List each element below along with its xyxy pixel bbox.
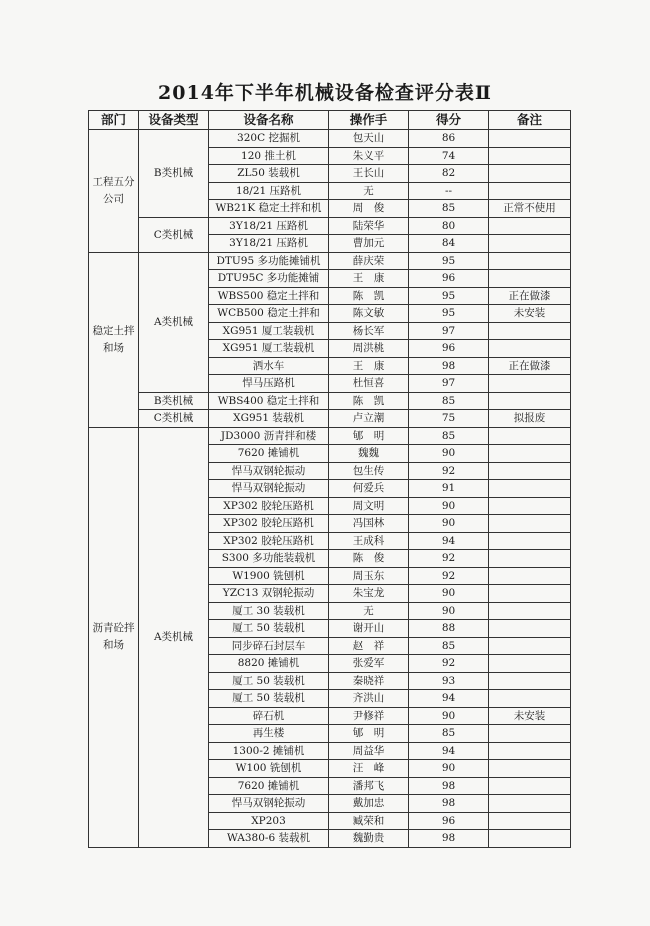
equipment-name-cell: 悍马双钢轮振动 <box>209 480 329 498</box>
note-cell <box>489 497 571 515</box>
note-cell <box>489 445 571 463</box>
operator-cell: 朱宝龙 <box>329 585 409 603</box>
note-cell <box>489 830 571 848</box>
equipment-name-cell: XP302 胶轮压路机 <box>209 497 329 515</box>
equipment-name-cell: 8820 摊铺机 <box>209 655 329 673</box>
header-equipment: 设备名称 <box>209 111 329 130</box>
score-cell: 97 <box>409 375 489 393</box>
score-cell: 85 <box>409 392 489 410</box>
equipment-name-cell: S300 多功能装载机 <box>209 550 329 568</box>
note-cell: 正在做漆 <box>489 287 571 305</box>
score-cell: 96 <box>409 812 489 830</box>
score-cell: 95 <box>409 252 489 270</box>
header-score: 得分 <box>409 111 489 130</box>
operator-cell: 臧荣和 <box>329 812 409 830</box>
table-row <box>89 427 571 445</box>
score-cell: 75 <box>409 410 489 428</box>
operator-cell: 卢立潮 <box>329 410 409 428</box>
operator-cell: 包天山 <box>329 130 409 148</box>
note-cell: 未安装 <box>489 707 571 725</box>
equipment-name-cell: XP302 胶轮压路机 <box>209 515 329 533</box>
score-cell: 91 <box>409 480 489 498</box>
equipment-name-cell: 320C 挖掘机 <box>209 130 329 148</box>
operator-cell: 周洪桃 <box>329 340 409 358</box>
equipment-name-cell: WA380-6 装载机 <box>209 830 329 848</box>
table-row <box>89 252 571 270</box>
score-cell: 88 <box>409 620 489 638</box>
equipment-type-cell: B类机械 <box>139 392 209 410</box>
equipment-name-cell: XG951 厦工装载机 <box>209 322 329 340</box>
score-cell: 95 <box>409 305 489 323</box>
note-cell <box>489 165 571 183</box>
note-cell <box>489 235 571 253</box>
header-row <box>89 111 571 130</box>
score-cell: 90 <box>409 445 489 463</box>
operator-cell: 曹加元 <box>329 235 409 253</box>
score-cell: 98 <box>409 795 489 813</box>
operator-cell: 何爱兵 <box>329 480 409 498</box>
note-cell <box>489 795 571 813</box>
score-cell: 90 <box>409 585 489 603</box>
dept-cell: 稳定土拌和场 <box>89 252 139 427</box>
note-cell <box>489 567 571 585</box>
operator-cell: 周益华 <box>329 742 409 760</box>
equipment-type-cell: B类机械 <box>139 130 209 218</box>
note-cell <box>489 672 571 690</box>
equipment-type-cell: A类机械 <box>139 252 209 392</box>
score-cell: 85 <box>409 725 489 743</box>
score-cell: 93 <box>409 672 489 690</box>
score-cell: 85 <box>409 427 489 445</box>
score-cell: 80 <box>409 217 489 235</box>
equipment-name-cell: DTU95 多功能摊铺机 <box>209 252 329 270</box>
dept-cell: 沥青砼拌和场 <box>89 427 139 847</box>
score-cell: 94 <box>409 690 489 708</box>
table-row <box>89 130 571 148</box>
header-note: 备注 <box>489 111 571 130</box>
note-cell <box>489 375 571 393</box>
score-cell: 90 <box>409 760 489 778</box>
note-cell <box>489 760 571 778</box>
equipment-name-cell: 3Y18/21 压路机 <box>209 217 329 235</box>
equipment-name-cell: 洒水车 <box>209 357 329 375</box>
note-cell <box>489 620 571 638</box>
equipment-type-cell: A类机械 <box>139 427 209 847</box>
operator-cell: 戴加忠 <box>329 795 409 813</box>
score-cell: 94 <box>409 742 489 760</box>
operator-cell: 陈 凯 <box>329 287 409 305</box>
operator-cell: 杜恒喜 <box>329 375 409 393</box>
score-cell: 92 <box>409 567 489 585</box>
operator-cell: 杨长军 <box>329 322 409 340</box>
note-cell <box>489 777 571 795</box>
equipment-name-cell: ZL50 装载机 <box>209 165 329 183</box>
equipment-type-cell: C类机械 <box>139 217 209 252</box>
equipment-name-cell: YZC13 双钢轮振动 <box>209 585 329 603</box>
operator-cell: 薛庆荣 <box>329 252 409 270</box>
equipment-name-cell: 同步碎石封层车 <box>209 637 329 655</box>
operator-cell: 周文明 <box>329 497 409 515</box>
score-cell: 90 <box>409 515 489 533</box>
equipment-name-cell: 120 推土机 <box>209 147 329 165</box>
score-cell: 92 <box>409 462 489 480</box>
equipment-name-cell: 悍马压路机 <box>209 375 329 393</box>
operator-cell: 周玉东 <box>329 567 409 585</box>
note-cell <box>489 462 571 480</box>
operator-cell: 王 康 <box>329 357 409 375</box>
score-cell: 95 <box>409 287 489 305</box>
note-cell: 未安装 <box>489 305 571 323</box>
note-cell <box>489 655 571 673</box>
operator-cell: 陈文敏 <box>329 305 409 323</box>
header-operator: 操作手 <box>329 111 409 130</box>
note-cell <box>489 217 571 235</box>
score-cell: 85 <box>409 637 489 655</box>
table-row <box>89 217 571 235</box>
equipment-name-cell: 3Y18/21 压路机 <box>209 235 329 253</box>
note-cell <box>489 532 571 550</box>
score-cell: 97 <box>409 322 489 340</box>
equipment-name-cell: 厦工 30 装载机 <box>209 602 329 620</box>
operator-cell: 包生传 <box>329 462 409 480</box>
equipment-name-cell: 1300-2 摊铺机 <box>209 742 329 760</box>
score-cell: 84 <box>409 235 489 253</box>
score-cell: 90 <box>409 707 489 725</box>
equipment-name-cell: 7620 摊铺机 <box>209 777 329 795</box>
note-cell <box>489 515 571 533</box>
table-row <box>89 392 571 410</box>
score-cell: 85 <box>409 200 489 218</box>
score-cell: 92 <box>409 655 489 673</box>
note-cell <box>489 322 571 340</box>
operator-cell: 秦晓祥 <box>329 672 409 690</box>
equipment-name-cell: XP203 <box>209 812 329 830</box>
equipment-name-cell: 碎石机 <box>209 707 329 725</box>
equipment-name-cell: XG951 厦工装载机 <box>209 340 329 358</box>
equipment-type-cell: C类机械 <box>139 410 209 428</box>
note-cell <box>489 392 571 410</box>
equipment-name-cell: W100 铣刨机 <box>209 760 329 778</box>
note-cell <box>489 725 571 743</box>
operator-cell: 赵 祥 <box>329 637 409 655</box>
operator-cell: 朱义平 <box>329 147 409 165</box>
note-cell <box>489 637 571 655</box>
note-cell <box>489 270 571 288</box>
operator-cell: 王成科 <box>329 532 409 550</box>
table-body <box>89 130 571 848</box>
equipment-name-cell: XG951 装载机 <box>209 410 329 428</box>
operator-cell: 冯国林 <box>329 515 409 533</box>
score-cell: 90 <box>409 497 489 515</box>
operator-cell: 魏魏 <box>329 445 409 463</box>
note-cell: 正常不使用 <box>489 200 571 218</box>
operator-cell: 无 <box>329 602 409 620</box>
equipment-name-cell: WBS500 稳定土拌和 <box>209 287 329 305</box>
equipment-name-cell: 悍马双钢轮振动 <box>209 462 329 480</box>
equipment-name-cell: 厦工 50 装载机 <box>209 672 329 690</box>
score-cell: 98 <box>409 777 489 795</box>
equipment-name-cell: 7620 摊铺机 <box>209 445 329 463</box>
header-dept: 部门 <box>89 111 139 130</box>
operator-cell: 谢开山 <box>329 620 409 638</box>
operator-cell: 郇 明 <box>329 427 409 445</box>
equipment-name-cell: WBS400 稳定土拌和 <box>209 392 329 410</box>
equipment-name-cell: WCB500 稳定土拌和 <box>209 305 329 323</box>
note-cell <box>489 147 571 165</box>
equipment-name-cell: XP302 胶轮压路机 <box>209 532 329 550</box>
note-cell <box>489 550 571 568</box>
score-cell: 94 <box>409 532 489 550</box>
note-cell <box>489 480 571 498</box>
score-cell: 98 <box>409 357 489 375</box>
score-cell: 86 <box>409 130 489 148</box>
note-cell: 拟报废 <box>489 410 571 428</box>
note-cell <box>489 427 571 445</box>
operator-cell: 陈 俊 <box>329 550 409 568</box>
dept-cell: 工程五分公司 <box>89 130 139 253</box>
equipment-name-cell: 悍马双钢轮振动 <box>209 795 329 813</box>
score-cell: 82 <box>409 165 489 183</box>
note-cell <box>489 252 571 270</box>
note-cell <box>489 690 571 708</box>
equipment-name-cell: JD3000 沥青拌和楼 <box>209 427 329 445</box>
equipment-name-cell: 18/21 压路机 <box>209 182 329 200</box>
score-cell: 92 <box>409 550 489 568</box>
equipment-name-cell: DTU95C 多功能摊铺 <box>209 270 329 288</box>
equipment-name-cell: 再生楼 <box>209 725 329 743</box>
operator-cell: 周 俊 <box>329 200 409 218</box>
operator-cell: 张爱军 <box>329 655 409 673</box>
score-cell: 96 <box>409 270 489 288</box>
note-cell <box>489 742 571 760</box>
note-cell <box>489 182 571 200</box>
evaluation-table <box>88 110 571 848</box>
operator-cell: 陆荣华 <box>329 217 409 235</box>
equipment-name-cell: 厦工 50 装载机 <box>209 620 329 638</box>
operator-cell: 汪 峰 <box>329 760 409 778</box>
operator-cell: 潘邦飞 <box>329 777 409 795</box>
operator-cell: 无 <box>329 182 409 200</box>
score-cell: 96 <box>409 340 489 358</box>
score-cell: 98 <box>409 830 489 848</box>
score-cell: -- <box>409 182 489 200</box>
operator-cell: 齐洪山 <box>329 690 409 708</box>
score-cell: 90 <box>409 602 489 620</box>
note-cell: 正在做漆 <box>489 357 571 375</box>
note-cell <box>489 585 571 603</box>
operator-cell: 郇 明 <box>329 725 409 743</box>
operator-cell: 魏勤贵 <box>329 830 409 848</box>
note-cell <box>489 340 571 358</box>
operator-cell: 王长山 <box>329 165 409 183</box>
equipment-name-cell: 厦工 50 装载机 <box>209 690 329 708</box>
operator-cell: 陈 凯 <box>329 392 409 410</box>
equipment-name-cell: WB21K 稳定土拌和机 <box>209 200 329 218</box>
page-title: 2014年下半年机械设备检查评分表Ⅱ <box>158 82 492 104</box>
table-row <box>89 410 571 428</box>
note-cell <box>489 602 571 620</box>
operator-cell: 王 康 <box>329 270 409 288</box>
header-type: 设备类型 <box>139 111 209 130</box>
note-cell <box>489 812 571 830</box>
operator-cell: 尹修祥 <box>329 707 409 725</box>
note-cell <box>489 130 571 148</box>
equipment-name-cell: W1900 铣刨机 <box>209 567 329 585</box>
score-cell: 74 <box>409 147 489 165</box>
